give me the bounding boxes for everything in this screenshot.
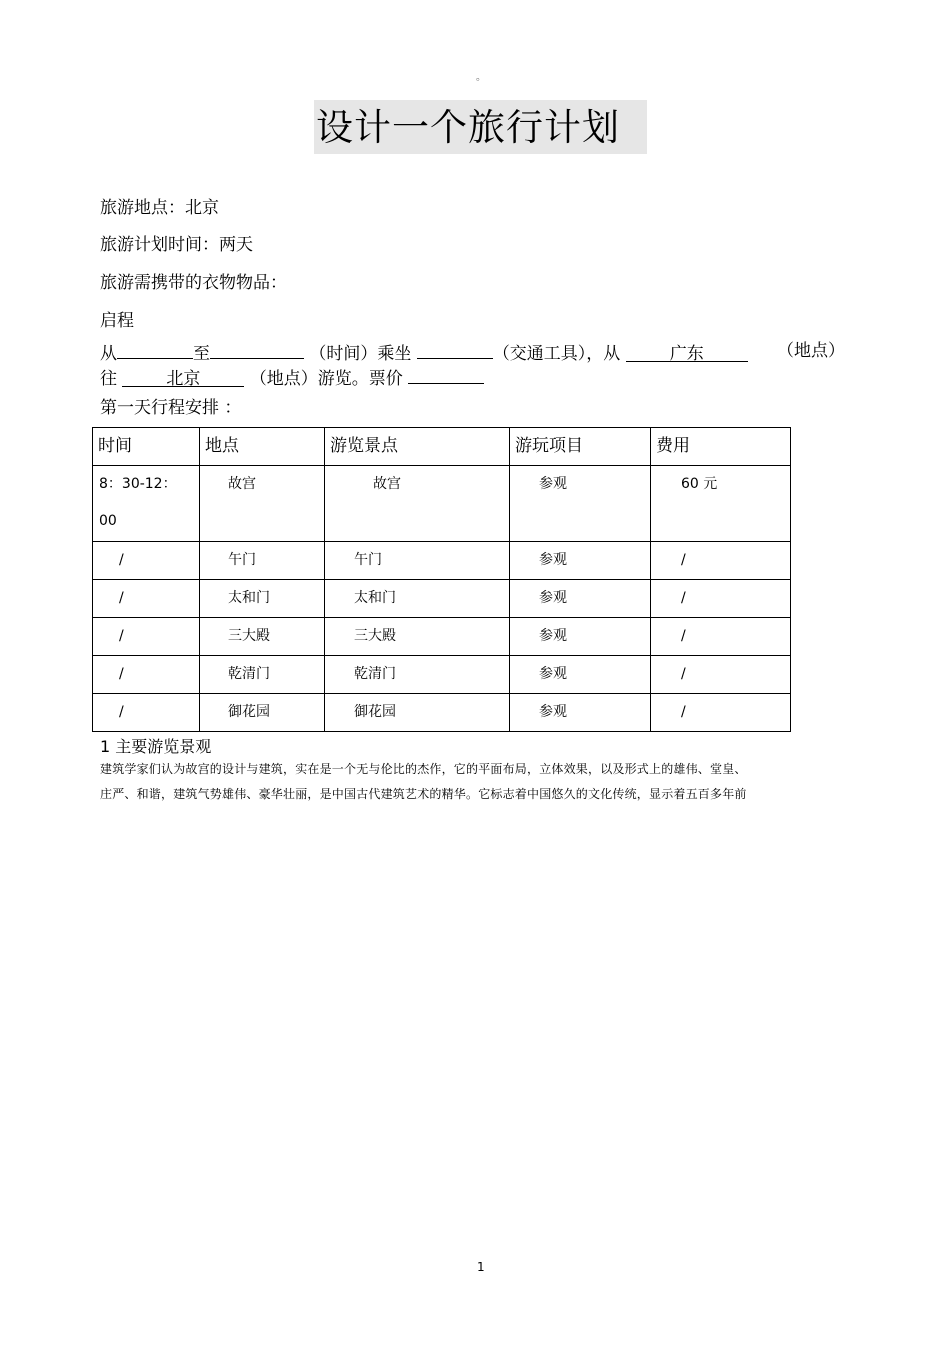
schedule-table: [92, 427, 791, 732]
table-row: [93, 466, 791, 542]
cell-cost: 60 元: [651, 466, 791, 542]
cell-activity: 参观: [510, 618, 651, 656]
blank-transport: [417, 340, 493, 359]
cell-activity: 参观: [510, 656, 651, 694]
blank-ticket-price: [408, 365, 484, 384]
day1-heading: 第一天行程安排 ：: [100, 398, 242, 418]
from-text: 从: [100, 344, 117, 364]
field-duration: 旅游计划时间：两天: [100, 235, 253, 255]
field-items: 旅游需携带的衣物物品：: [100, 273, 287, 293]
cell-activity: 参观: [510, 694, 651, 732]
cell-activity: 参观: [510, 580, 651, 618]
cell-activity: 参观: [510, 466, 651, 542]
cell-spot: 三大殿: [325, 618, 510, 656]
cell-cost: /: [651, 580, 791, 618]
table-row: [93, 580, 791, 618]
cell-cost: /: [651, 618, 791, 656]
blank-start-time: [117, 340, 193, 359]
page-number: 1: [477, 1260, 485, 1274]
dest-note: （地点）游览。票价: [249, 369, 403, 389]
origin-value: 广东: [626, 343, 748, 362]
table-row: [93, 618, 791, 656]
cell-place: 故宫: [200, 466, 325, 542]
to-text: 至: [193, 344, 210, 364]
paragraph-line-2: 庄严、和谐，建筑气势雄伟、豪华壮丽，是中国古代建筑艺术的精华。它标志着中国悠久的文化传统，显示着五百多年前: [100, 787, 747, 801]
cell-time: [93, 466, 200, 542]
cell-time: /: [93, 618, 200, 656]
cell-spot: 太和门: [325, 580, 510, 618]
departure-heading: 启程: [100, 311, 134, 331]
cell-time: /: [93, 656, 200, 694]
header-mark: 。: [476, 72, 486, 83]
cell-spot: 御花园: [325, 694, 510, 732]
header-activity: 游玩项目: [510, 428, 651, 466]
cell-time: /: [93, 580, 200, 618]
section-heading: 1 主要游览景观: [100, 737, 212, 756]
time-line-2: 00: [99, 513, 117, 529]
paragraph-line-1: 建筑学家们认为故宫的设计与建筑，实在是一个无与伦比的杰作，它的平面布局，立体效果，以及形式上的雄伟、堂皇、: [100, 762, 747, 776]
time-note: （时间）乘坐: [309, 344, 412, 364]
page-title: 设计一个旅行计划: [316, 106, 620, 149]
header-place: 地点: [200, 428, 325, 466]
cell-cost: /: [651, 656, 791, 694]
blank-end-time: [210, 340, 304, 359]
departure-line-2: [100, 365, 484, 390]
transport-note: （交通工具），从: [492, 344, 621, 364]
place-note: （地点）: [777, 341, 845, 361]
table-row: [93, 542, 791, 580]
header-time: 时间: [93, 428, 200, 466]
cell-place: 午门: [200, 542, 325, 580]
table-header-row: [93, 428, 791, 466]
cell-cost: /: [651, 694, 791, 732]
cell-spot: 午门: [325, 542, 510, 580]
cell-spot: 故宫: [325, 466, 510, 542]
cell-spot: 乾清门: [325, 656, 510, 694]
departure-line-1: [100, 340, 845, 365]
towards-text: 往: [100, 369, 117, 389]
cell-place: 御花园: [200, 694, 325, 732]
header-cost: 费用: [651, 428, 791, 466]
cell-place: 三大殿: [200, 618, 325, 656]
cell-place: 乾清门: [200, 656, 325, 694]
header-spot: 游览景点: [325, 428, 510, 466]
cell-activity: 参观: [510, 542, 651, 580]
field-location: 旅游地点：北京: [100, 198, 219, 218]
table-row: [93, 694, 791, 732]
cell-cost: /: [651, 542, 791, 580]
time-line-1: 8：30-12：: [99, 476, 177, 492]
cell-time: /: [93, 694, 200, 732]
table-row: [93, 656, 791, 694]
dest-value: 北京: [122, 368, 244, 387]
cell-place: 太和门: [200, 580, 325, 618]
cell-time: /: [93, 542, 200, 580]
